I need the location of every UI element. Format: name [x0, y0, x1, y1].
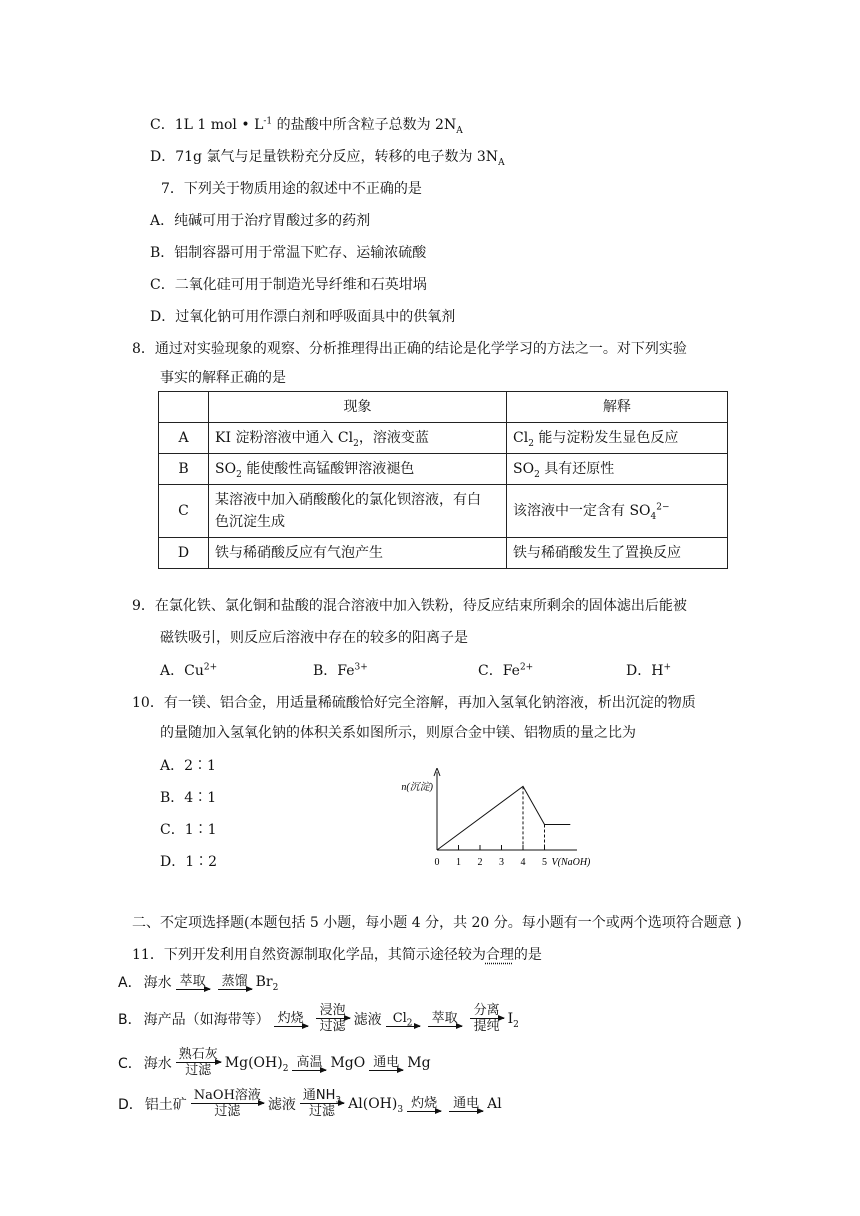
arrow: 高温: [292, 1055, 326, 1071]
arrow: $Cl_2$: [386, 1011, 420, 1027]
q7-stem: 7．下列关于物质用途的叙述中不正确的是: [161, 181, 422, 197]
row-phenomenon: KI 淀粉溶液中通入 $Cl_2$，溶液变蓝: [209, 423, 507, 454]
q6-option-c: C．1L 1 mol • $L^{-1}$ 的盐酸中所含粒子总数为 $2N_A$: [150, 116, 463, 136]
q8-stem-line2: 事实的解释正确的是: [160, 370, 286, 386]
section2-heading: 二、不定项选择题(本题包括 5 小题，每小题 4 分，共 20 分。每小题有一个或两个选项符合题意 ): [132, 915, 742, 931]
x-tick-label: 1: [456, 857, 461, 868]
q10-option-b: B．4∶1: [160, 790, 217, 806]
row-explanation: $Cl_2$ 能与淀粉发生显色反应: [507, 423, 728, 454]
q9-option-d: D．H+: [626, 662, 671, 679]
row-phenomenon: $SO_2$ 能使酸性高锰酸钾溶液褪色: [209, 454, 507, 485]
table-header-explanation: 解释: [507, 392, 728, 423]
row-phenomenon: 铁与稀硝酸反应有气泡产生: [209, 538, 507, 569]
q11-stem: 11．下列开发利用自然资源制取化学品，其简示途径较为合理的是: [132, 947, 542, 963]
q10-stem-line2: 的量随加入氢氧化钠的体积关系如图所示，则原合金中镁、铝物质的量之比为: [160, 725, 636, 741]
table-header-phenomenon: 现象: [209, 392, 507, 423]
q9-option-a: A．$Cu^{2+}$: [160, 662, 218, 679]
arrow: 通$NH_3$ 过滤: [300, 1088, 344, 1119]
row-id: C: [159, 485, 209, 538]
x-axis-label: V(NaOH): [551, 857, 591, 868]
table-header-row: [159, 392, 728, 423]
arrow: 通电: [369, 1055, 403, 1071]
y-axis-label: n(沉淀): [401, 782, 433, 793]
q6-option-d: D．71g 氯气与足量铁粉充分反应，转移的电子数为 $3N_A$: [150, 149, 505, 168]
arrow: 分离 提纯: [470, 1003, 504, 1034]
q9-stem-line1: 9．在氯化铁、氯化铜和盐酸的混合溶液中加入铁粉，待反应结束所剩余的固体滤出后能被: [132, 598, 687, 614]
arrow: 灼烧: [274, 1011, 308, 1027]
arrow: NaOH溶液 过滤: [191, 1088, 264, 1119]
arrow: 蒸馏: [218, 974, 252, 990]
q10-option-a: A．2∶1: [160, 758, 216, 774]
arrow: 灼烧: [407, 1096, 441, 1112]
q10-chart: [380, 768, 620, 878]
x-tick-label: 0: [434, 857, 440, 868]
arrow: 浸泡 过滤: [316, 1003, 350, 1034]
table-row: [159, 485, 728, 538]
q10-option-d: D．1∶2: [160, 854, 218, 870]
row-id: B: [159, 454, 209, 485]
emphasis-dotted: 合理: [485, 947, 514, 963]
q11-option-c: C． 海水 熟石灰 过滤 $Mg(OH)_2$ 高温 MgO 通电 Mg: [118, 1047, 431, 1078]
arrow: 萃取: [176, 974, 210, 990]
q8-stem-line1: 8．通过对实验现象的观察、分析推理得出正确的结论是化学学习的方法之一。对下列实验: [132, 341, 687, 357]
series-line: [437, 786, 570, 850]
q10-option-c: C．1∶1: [160, 822, 217, 838]
table-row: [159, 538, 728, 569]
x-tick-label: 4: [520, 857, 526, 868]
arrow: 萃取: [428, 1011, 462, 1027]
q11-option-b: B． 海产品（如海带等） 灼烧 浸泡 过滤 滤液 $Cl_2$ 萃取 分离 提纯 $I_2$: [118, 1003, 519, 1034]
q7-option-b: B．铝制容器可用于常温下贮存、运输浓硫酸: [150, 245, 427, 261]
q7-option-a: A．纯碱可用于治疗胃酸过多的药剂: [150, 213, 371, 229]
row-explanation: 铁与稀硝酸发生了置换反应: [507, 538, 728, 569]
row-explanation: 该溶液中一定含有 $SO_4^{2-}$: [507, 485, 728, 538]
q9-option-b: B．$Fe^{3+}$: [313, 662, 368, 679]
q10-stem-line1: 10．有一镁、铝合金，用适量稀硫酸恰好完全溶解，再加入氢氧化钠溶液，析出沉淀的物质: [132, 695, 696, 711]
q8-table: [158, 391, 728, 569]
table-row: [159, 423, 728, 454]
row-phenomenon: 某溶液中加入硝酸酸化的氯化钡溶液，有白 色沉淀生成: [209, 485, 507, 538]
q7-option-d: D．过氧化钠可用作漂白剂和呼吸面具中的供氧剂: [150, 309, 456, 325]
q11-option-d: D． 铝土矿 NaOH溶液 过滤 滤液 通$NH_3$ 过滤 $Al(OH)_3$ 灼烧 通电 Al: [118, 1088, 502, 1119]
arrow: 熟石灰 过滤: [176, 1047, 221, 1078]
x-tick-label: 5: [542, 857, 547, 868]
q11-option-a: A． 海水 萃取 蒸馏 $Br_2$: [118, 974, 279, 993]
table-row: [159, 454, 728, 485]
arrow: 通电: [449, 1096, 483, 1112]
table-header-blank: [159, 392, 209, 423]
row-id: D: [159, 538, 209, 569]
x-tick-label: 3: [499, 857, 504, 868]
q9-option-c: C．$Fe^{2+}$: [478, 662, 534, 679]
row-explanation: $SO_2$ 具有还原性: [507, 454, 728, 485]
q9-stem-line2: 磁铁吸引，则反应后溶液中存在的较多的阳离子是: [160, 630, 468, 646]
row-id: A: [159, 423, 209, 454]
x-tick-label: 2: [477, 857, 483, 868]
q7-option-c: C．二氧化硅可用于制造光导纤维和石英坩埚: [150, 277, 427, 293]
